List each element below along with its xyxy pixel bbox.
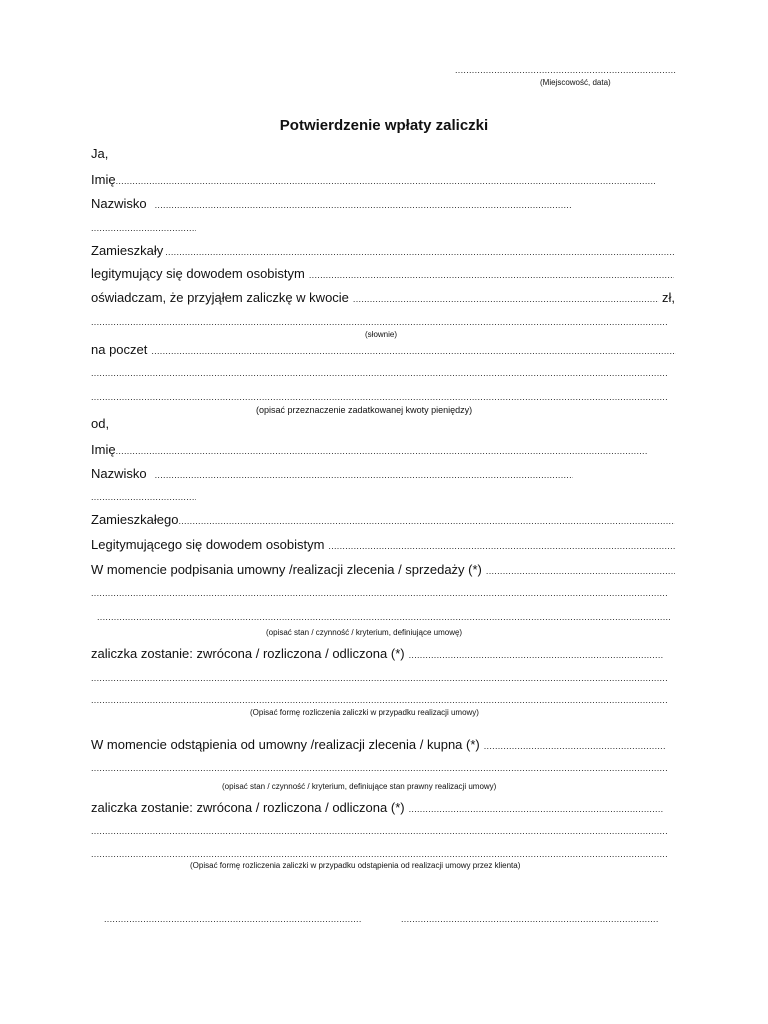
currency-label: zł, <box>662 290 675 305</box>
purpose-line-3[interactable] <box>91 391 668 403</box>
withdrawal-moment-label: W momencie odstąpienia od umowny /realizacji zlecenia / kupna (*) <box>91 737 480 752</box>
payer-last-name-dots <box>155 467 573 483</box>
intro-ja: Ja, <box>91 146 109 161</box>
signature-line-left[interactable] <box>104 913 361 925</box>
payer-id-card-dots <box>328 538 675 554</box>
payer-id-card-field[interactable] <box>91 537 675 554</box>
intro-od: od, <box>91 416 110 431</box>
advance-1-line-3[interactable] <box>91 694 668 706</box>
signing-line-2[interactable] <box>91 587 668 599</box>
purpose-note: (opisać przeznaczenie zadatkowanej kwoty pieniędzy) <box>256 405 473 415</box>
advance-1-line-2[interactable] <box>91 672 668 684</box>
settlement-note-1: (Opisać formę rozliczenia zaliczki w przypadku realizacji umowy) <box>250 708 479 717</box>
first-name-field[interactable] <box>91 172 656 189</box>
signing-moment-field[interactable] <box>91 562 675 579</box>
amount-in-words-line[interactable] <box>91 316 668 328</box>
resident-dots <box>165 244 675 260</box>
resident-field[interactable] <box>91 243 675 260</box>
page-title: Potwierdzenie wpłaty zaliczki <box>279 117 489 134</box>
signing-moment-label: W momencie podpisania umowny /realizacji zlecenia / sprzedaży (*) <box>91 562 482 577</box>
payer-resident-dots <box>178 513 675 529</box>
last-name-field[interactable] <box>91 196 571 213</box>
place-date-note: (Miejscowość, data) <box>540 78 611 87</box>
withdrawal-moment-field[interactable] <box>91 737 665 754</box>
signature-line-right[interactable] <box>401 913 658 925</box>
purpose-field[interactable] <box>91 342 676 359</box>
place-date-line[interactable] <box>455 64 677 76</box>
amount-label: oświadczam, że przyjąłem zaliczkę w kwocie <box>91 290 349 305</box>
id-card-field[interactable] <box>91 266 674 283</box>
purpose-label: na poczet <box>91 342 148 357</box>
resident-label: Zamieszkały <box>91 243 164 258</box>
last-name-label: Nazwisko <box>91 196 147 211</box>
payer-last-name-continuation[interactable] <box>91 491 196 503</box>
signing-note: (opisać stan / czynność / kryterium, definiujące umowę) <box>266 628 463 637</box>
payer-resident-field[interactable] <box>91 512 675 529</box>
first-name-label: Imię <box>91 172 116 187</box>
advance-1-label: zaliczka zostanie: zwrócona / rozliczona / odliczona (*) <box>91 646 405 661</box>
signing-moment-dots <box>486 563 675 579</box>
withdrawal-line-2[interactable] <box>91 762 668 774</box>
payer-first-name-label: Imię <box>91 442 116 457</box>
advance-2-line-3[interactable] <box>91 848 668 860</box>
withdrawal-note: (opisać stan / czynność / kryterium, definiujące stan prawny realizacji umowy) <box>222 782 497 791</box>
advance-1-field[interactable] <box>91 646 664 663</box>
purpose-line-2[interactable] <box>91 367 668 379</box>
settlement-note-2: (Opisać formę rozliczenia zaliczki w przypadku odstąpienia od realizacji umowy przez klienta) <box>190 861 521 870</box>
payer-id-card-label: Legitymującego się dowodem osobistym <box>91 537 325 552</box>
payer-resident-label: Zamieszkałego <box>91 512 179 527</box>
amount-dots <box>353 291 659 307</box>
advance-2-line-2[interactable] <box>91 825 668 837</box>
payer-first-name-dots <box>116 443 647 459</box>
advance-2-field[interactable] <box>91 800 664 817</box>
advance-2-label: zaliczka zostanie: zwrócona / rozliczona / odliczona (*) <box>91 800 405 815</box>
amount-field[interactable] <box>91 290 675 307</box>
last-name-continuation[interactable] <box>91 222 196 234</box>
payer-last-name-field[interactable] <box>91 466 573 483</box>
in-words-note: (słownie) <box>365 330 398 339</box>
payer-first-name-field[interactable] <box>91 442 647 459</box>
first-name-dots <box>116 173 656 189</box>
advance-1-dots <box>409 647 664 663</box>
advance-2-dots <box>409 801 664 817</box>
payer-last-name-label: Nazwisko <box>91 466 147 481</box>
id-card-label: legitymujący się dowodem osobistym <box>91 266 305 281</box>
signing-line-3[interactable] <box>97 611 670 623</box>
withdrawal-moment-dots <box>484 738 665 754</box>
id-card-dots <box>309 267 674 283</box>
last-name-dots <box>155 197 571 213</box>
purpose-dots <box>151 343 676 359</box>
